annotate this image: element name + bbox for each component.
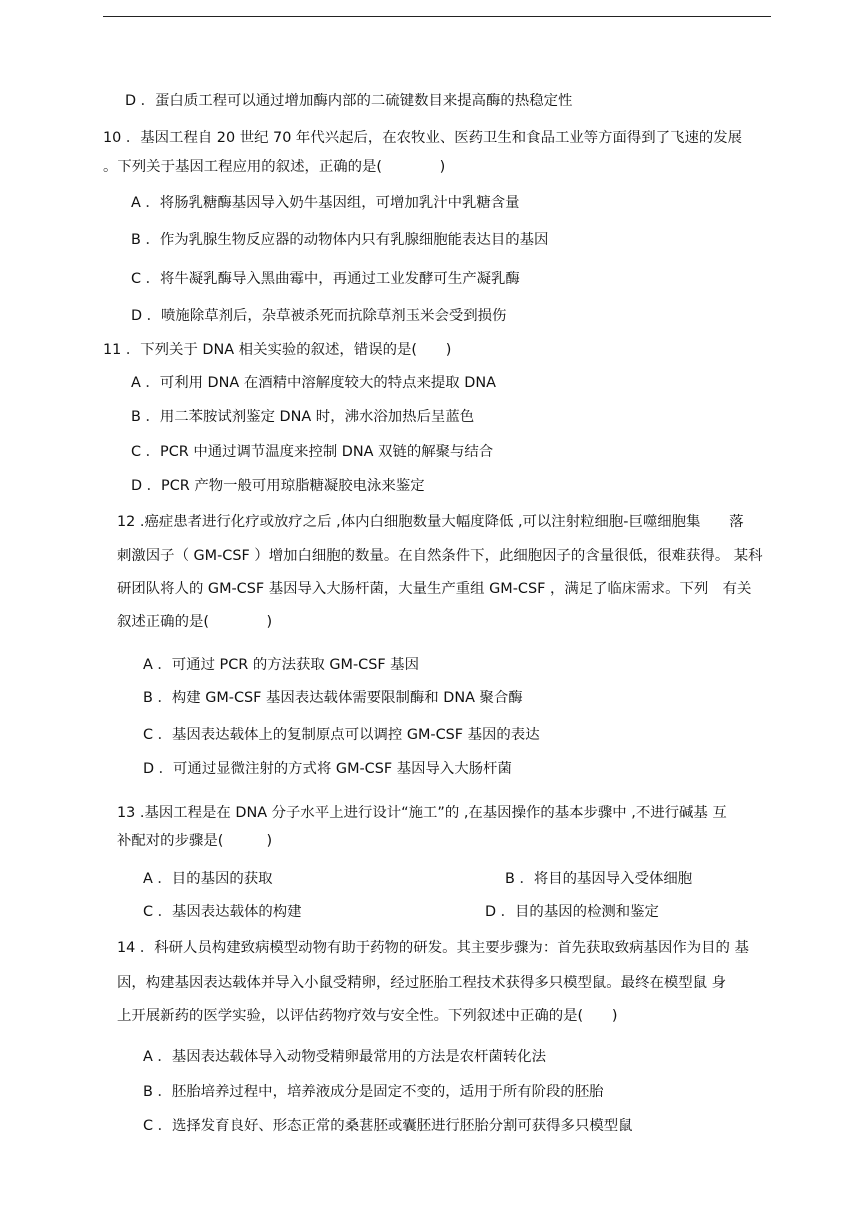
header-rule bbox=[103, 16, 771, 17]
q11-option-b: B ．用二苯胺试剂鉴定 DNA 时，沸水浴加热后呈蓝色 bbox=[131, 409, 475, 425]
q14-stem-line1: 14 ．科研人员构建致病模型动物有助于药物的研发。其主要步骤为：首先获取致病基因作为目的 基 bbox=[117, 940, 749, 956]
q12-stem-line3: 研团队将人的 GM-CSF 基因导入大肠杆菌，大量生产重组 GM-CSF ，满足了临床需求。下列 有关 bbox=[117, 581, 752, 597]
q9-option-d: D ．蛋白质工程可以通过增加酶内部的二硫键数目来提高酶的热稳定性 bbox=[125, 93, 573, 109]
q12-option-c: C ．基因表达载体上的复制原点可以调控 GM-CSF 基因的表达 bbox=[143, 727, 540, 743]
q13-option-d: D ．目的基因的检测和鉴定 bbox=[485, 904, 659, 920]
q12-option-a: A ．可通过 PCR 的方法获取 GM-CSF 基因 bbox=[143, 657, 419, 673]
q10-option-d: D ．喷施除草剂后，杂草被杀死而抗除草剂玉米会受到损伤 bbox=[131, 308, 507, 324]
q14-option-c: C ．选择发育良好、形态正常的桑葚胚或囊胚进行胚胎分割可获得多只模型鼠 bbox=[143, 1118, 633, 1134]
q13-stem-line1: 13 .基因工程是在 DNA 分子水平上进行设计“施工”的 ,在基因操作的基本步骤中 ,不进行碱基 互 bbox=[117, 805, 727, 821]
q13-option-c: C ．基因表达载体的构建 bbox=[143, 904, 302, 920]
q14-option-b: B ．胚胎培养过程中，培养液成分是固定不变的，适用于所有阶段的胚胎 bbox=[143, 1084, 604, 1100]
q12-option-d: D ．可通过显微注射的方式将 GM-CSF 基因导入大肠杆菌 bbox=[143, 761, 512, 777]
q10-option-a: A ．将肠乳糖酶基因导入奶牛基因组，可增加乳汁中乳糖含量 bbox=[131, 195, 520, 211]
q10-stem-line1: 10 ．基因工程自 20 世纪 70 年代兴起后，在农牧业、医药卫生和食品工业等方面得到了飞速的发展 bbox=[103, 130, 743, 146]
q11-option-d: D ．PCR 产物一般可用琼脂糖凝胶电泳来鉴定 bbox=[131, 478, 425, 494]
q13-option-a: A ．目的基因的获取 bbox=[143, 871, 273, 887]
q10-option-c: C ．将牛凝乳酶导入黑曲霉中，再通过工业发酵可生产凝乳酶 bbox=[131, 271, 520, 287]
q14-stem-line3: 上开展新药的医学实验，以评估药物疗效与安全性。下列叙述中正确的是( ) bbox=[117, 1008, 618, 1024]
q14-stem-line2: 因，构建基因表达载体并导入小鼠受精卵，经过胚胎工程技术获得多只模型鼠。最终在模型鼠 身 bbox=[117, 975, 726, 991]
q10-stem-line2: 。下列关于基因工程应用的叙述，正确的是( ) bbox=[103, 159, 446, 175]
q13-option-b: B ．将目的基因导入受体细胞 bbox=[505, 871, 693, 887]
q12-stem-line2: 刺激因子（ GM-CSF ）增加白细胞的数量。在自然条件下，此细胞因子的含量很低，很难获得。 某科 bbox=[117, 548, 763, 564]
q11-stem: 11 ．下列关于 DNA 相关实验的叙述，错误的是( ) bbox=[103, 342, 452, 358]
q12-stem-line4: 叙述正确的是( ) bbox=[117, 614, 273, 630]
q13-stem-line2: 补配对的步骤是( ) bbox=[117, 833, 273, 849]
q11-option-c: C ．PCR 中通过调节温度来控制 DNA 双链的解聚与结合 bbox=[131, 444, 494, 460]
q12-option-b: B ．构建 GM-CSF 基因表达载体需要限制酶和 DNA 聚合酶 bbox=[143, 690, 523, 706]
q11-option-a: A ．可利用 DNA 在酒精中溶解度较大的特点来提取 DNA bbox=[131, 375, 496, 391]
q12-stem-line1: 12 .癌症患者进行化疗或放疗之后 ,体内白细胞数量大幅度降低 ,可以注射粒细胞-巨噬细胞集 落 bbox=[117, 514, 744, 530]
q14-option-a: A ．基因表达载体导入动物受精卵最常用的方法是农杆菌转化法 bbox=[143, 1049, 546, 1065]
q10-option-b: B ．作为乳腺生物反应器的动物体内只有乳腺细胞能表达目的基因 bbox=[131, 232, 549, 248]
